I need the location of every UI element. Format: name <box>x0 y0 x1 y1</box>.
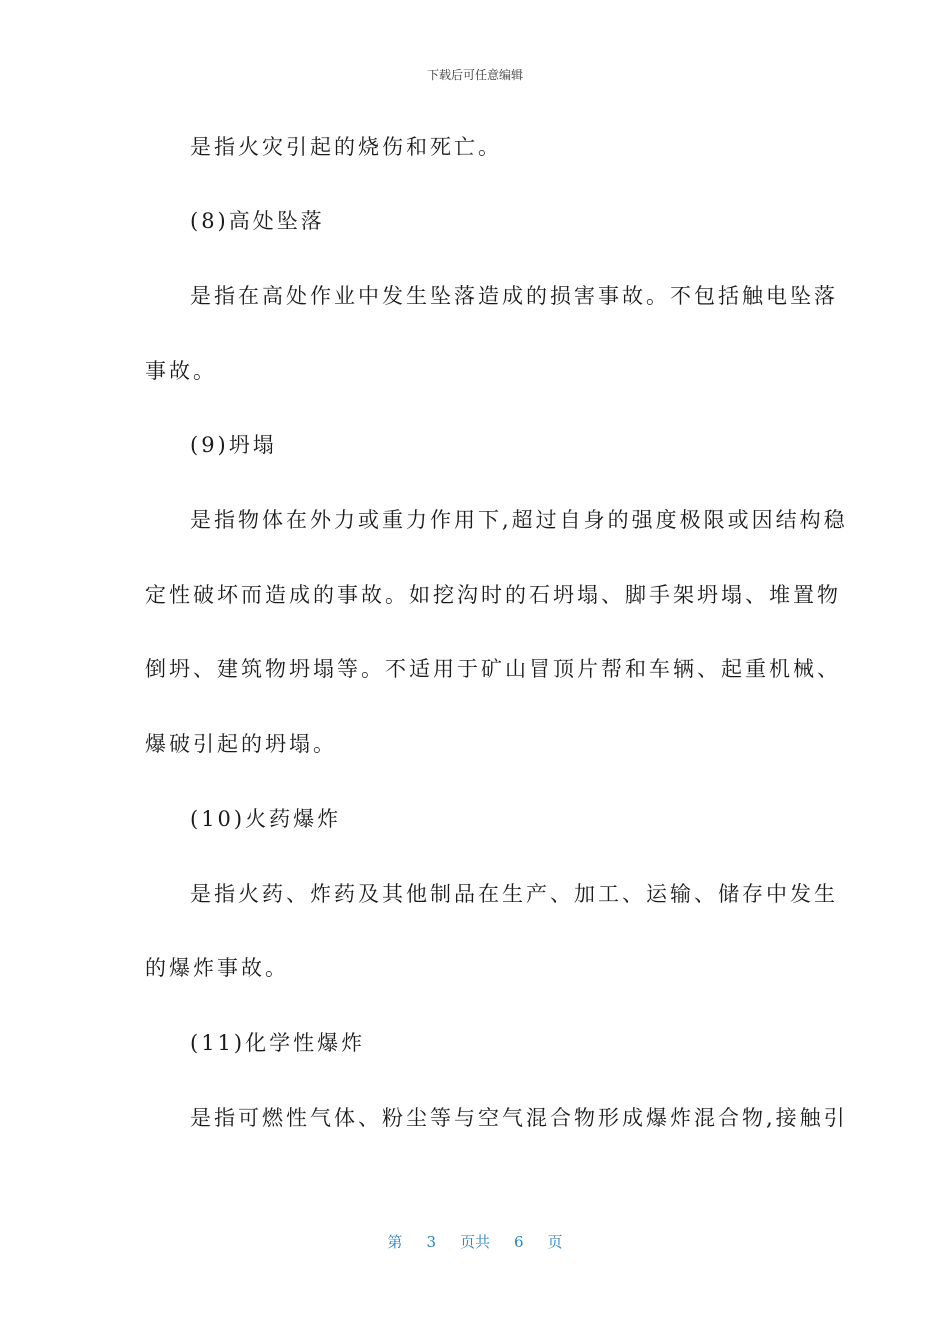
paragraph-line: 是指物体在外力或重力作用下,超过自身的强度极限或因结构稳 <box>190 508 848 532</box>
section-heading-11: (11)化学性爆炸 <box>190 1031 366 1055</box>
paragraph-line: 爆破引起的坍塌。 <box>145 732 337 756</box>
page-header-note: 下载后可任意编辑 <box>426 68 523 82</box>
section-heading-10: (10)火药爆炸 <box>190 807 342 831</box>
paragraph-line: 是指火药、炸药及其他制品在生产、加工、运输、储存中发生 <box>190 882 838 906</box>
total-pages-number: 6 <box>514 1233 524 1251</box>
paragraph-line: 事故。 <box>145 359 217 383</box>
paragraph-line: 是指火灾引起的烧伤和死亡。 <box>190 135 502 159</box>
paragraph-line: 定性破坏而造成的事故。如挖沟时的石坍塌、脚手架坍塌、堆置物 <box>145 583 841 607</box>
paragraph-line: 倒坍、建筑物坍塌等。不适用于矿山冒顶片帮和车辆、起重机械、 <box>145 657 841 681</box>
paragraph-line: 是指在高处作业中发生坠落造成的损害事故。不包括触电坠落 <box>190 284 838 308</box>
paragraph-line: 的爆炸事故。 <box>145 956 289 980</box>
footer-label-ye: 页 <box>547 1233 563 1251</box>
current-page-number: 3 <box>426 1233 436 1251</box>
section-heading-8: (8)高处坠落 <box>190 209 325 233</box>
paragraph-line: 是指可燃性气体、粉尘等与空气混合物形成爆炸混合物,接触引 <box>190 1106 848 1130</box>
page-footer <box>0 1231 950 1252</box>
footer-label-ye-gong: 页共 <box>459 1233 490 1251</box>
footer-label-di: 第 <box>387 1233 403 1251</box>
section-heading-9: (9)坍塌 <box>190 433 277 457</box>
